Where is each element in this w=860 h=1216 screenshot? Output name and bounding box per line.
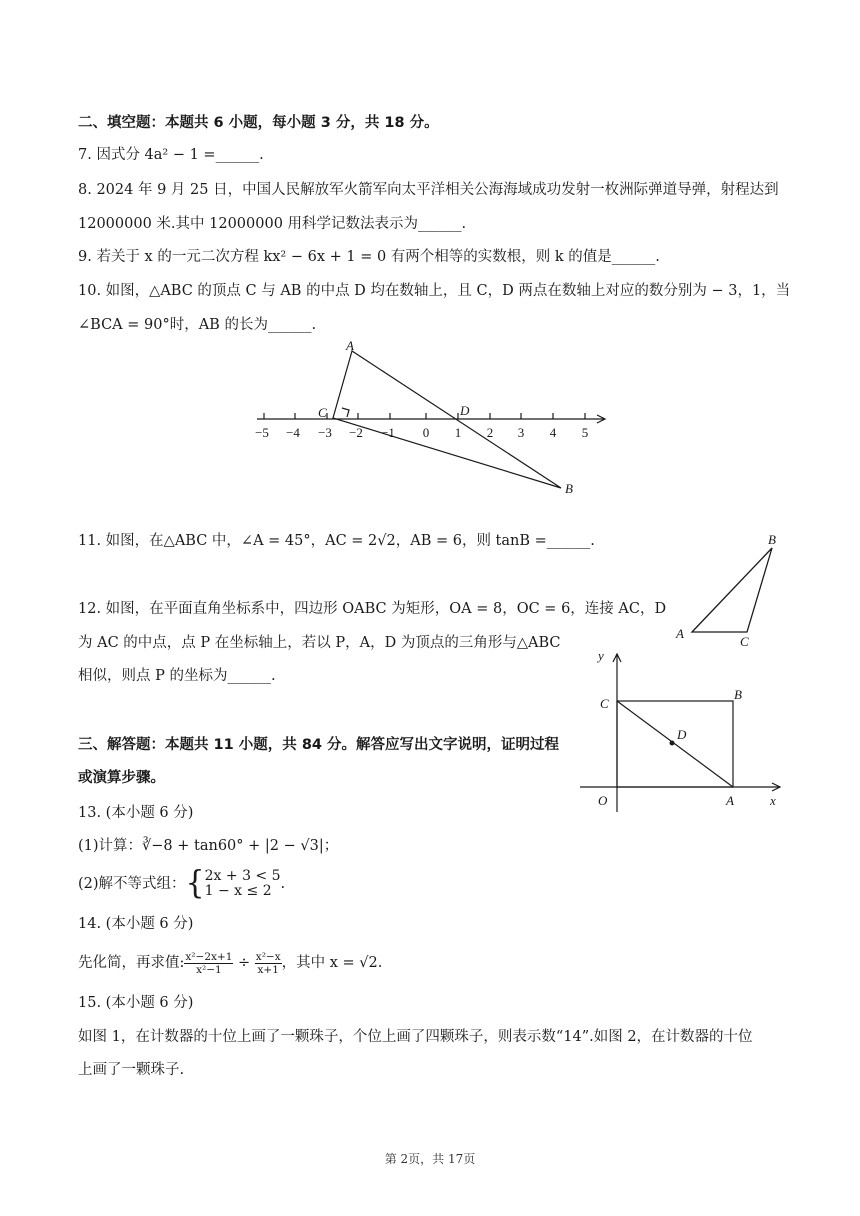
question-15-line-2: 上画了一颗珠子. — [78, 1062, 185, 1078]
page-footer: 第 2页，共 17页 — [384, 1152, 476, 1166]
label-x: x — [770, 793, 776, 808]
fraction-2-denominator: x+1 — [257, 963, 279, 976]
part-2-suffix: . — [280, 876, 286, 892]
tick-label: 3 — [517, 425, 525, 440]
divide-operator: ÷ — [238, 955, 251, 971]
inequality-system — [205, 869, 281, 899]
right-angle-mark — [342, 408, 349, 417]
label-c: C — [740, 634, 749, 649]
inequality-1: 2x + 3 < 5 — [204, 868, 281, 884]
question-13-part-2 — [78, 866, 285, 902]
question-7: 7. 因式分 4a² − 1 =______. — [78, 147, 264, 163]
q14-prefix: 先化简，再求值: — [78, 955, 185, 971]
label-b: B — [768, 532, 776, 547]
question-8-line-2: 12000000 米.其中 12000000 用科学记数法表示为______. — [78, 216, 467, 232]
label-a: A — [726, 793, 734, 808]
diagonal-ac — [617, 701, 733, 787]
tick-label: −5 — [255, 425, 269, 440]
inequality-2: 1 − x ≤ 2 — [204, 883, 272, 899]
question-12-line-3: 相似，则点 P 的坐标为______. — [78, 668, 276, 684]
tick-label: 4 — [549, 425, 557, 440]
question-12-line-1: 12. 如图，在平面直角坐标系中，四边形 OABC 为矩形，OA = 8，OC = 6，连接 AC，D — [78, 601, 667, 617]
label-b: B — [565, 481, 573, 496]
question-10-line-2: ∠BCA = 90°时，AB 的长为______. — [78, 317, 317, 333]
tick-label: 1 — [454, 425, 462, 440]
brace: { — [185, 865, 205, 902]
question-9: 9. 若关于 x 的一元二次方程 kx² − 6x + 1 = 0 有两个相等的实数根，则 k 的值是______. — [78, 249, 660, 265]
section-3-heading-line-1: 三、解答题：本题共 11 小题，共 84 分。解答应写出文字说明，证明过程 — [78, 737, 560, 753]
point-d — [670, 741, 675, 746]
tick-label: 5 — [581, 425, 589, 440]
question-12-line-2: 为 AC 的中点，点 P 在坐标轴上，若以 P，A，D 为顶点的三角形与△ABC — [78, 635, 561, 651]
fraction-2 — [255, 951, 282, 976]
figure-q11-triangle — [672, 530, 792, 650]
label-d: D — [460, 403, 470, 418]
figure-q10-number-line — [245, 333, 615, 498]
tick-label: −4 — [286, 425, 300, 440]
q14-suffix: ，其中 x = √2. — [281, 955, 383, 971]
label-a: A — [676, 626, 684, 641]
section-3-heading-line-2: 或演算步骤。 — [78, 770, 165, 786]
label-c: C — [318, 405, 327, 420]
question-13-header: 13. (本小题 6 分) — [78, 805, 194, 821]
label-y: y — [598, 648, 604, 663]
fraction-1-numerator: x²−2x+1 — [185, 950, 233, 963]
tick-label: 0 — [422, 425, 430, 440]
tick-label: −1 — [381, 425, 395, 440]
figure-q12-coordinate-rectangle — [580, 640, 790, 815]
part-2-prefix: (2)解不等式组： — [78, 876, 186, 892]
label-c: C — [600, 696, 609, 711]
triangle-abc — [692, 548, 772, 632]
fraction-2-numerator: x²−x — [255, 950, 281, 963]
label-o: O — [598, 793, 608, 808]
tick-label: −2 — [349, 425, 363, 440]
tick-label: −3 — [318, 425, 332, 440]
label-b: B — [734, 687, 742, 702]
tick-label: 2 — [486, 425, 494, 440]
label-d: D — [677, 727, 687, 742]
question-13-part-1: (1)计算：∛−8 + tan60° + |2 − √3|； — [78, 838, 339, 854]
question-15-header: 15. (本小题 6 分) — [78, 995, 194, 1011]
label-a: A — [346, 338, 354, 353]
question-14-header: 14. (本小题 6 分) — [78, 916, 194, 932]
question-10-line-1: 10. 如图，△ABC 的顶点 C 与 AB 的中点 D 均在数轴上，且 C，D 两点在数轴上对应的数分别为 − 3，1，当 — [78, 283, 791, 299]
question-8-line-1: 8. 2024 年 9 月 25 日，中国人民解放军火箭军向太平洋相关公海海域成功发射一枚洲际弹道导弹，射程达到 — [78, 182, 779, 198]
fraction-1 — [184, 951, 233, 976]
question-14-expression — [78, 945, 382, 981]
question-11: 11. 如图，在△ABC 中，∠A = 45°，AC = 2√2，AB = 6，则 tanB =______. — [78, 533, 595, 549]
section-2-heading: 二、填空题：本题共 6 小题，每小题 3 分，共 18 分。 — [78, 115, 439, 131]
question-15-line-1: 如图 1，在计数器的十位上画了一颗珠子，个位上画了四颗珠子，则表示数“14”.如图 2，在计数器的十位 — [78, 1029, 753, 1045]
fraction-1-denominator: x²−1 — [196, 963, 222, 976]
